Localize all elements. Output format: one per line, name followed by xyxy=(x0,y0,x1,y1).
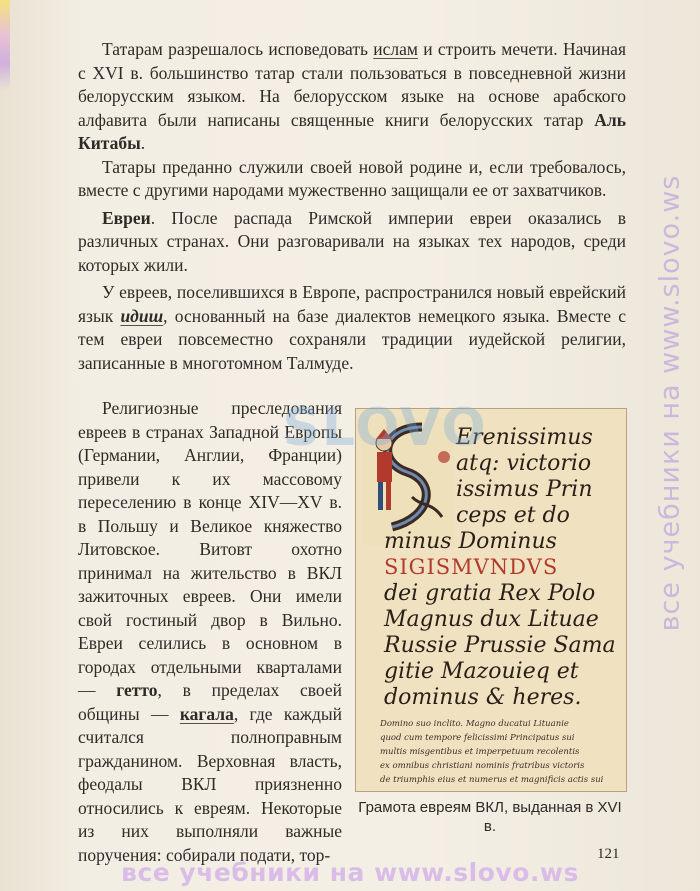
text-fragment: У евреев, поселившихся в Европе, распространился новый еврейский язык xyxy=(78,282,626,326)
manuscript-line: dominus & heres. xyxy=(384,685,582,710)
manuscript-line: atq: victorio xyxy=(456,451,592,476)
text-fragment: , где каждый считался полноправным гражданином. Верховная власть, феодалы ВКЛ приязненно относились к евреям. Некоторые из них выполняли важные поручения: собирали подати, тор- xyxy=(78,703,342,865)
text-fragment: и строить мечети. Начиная с XVI в. большинство татар стали пользоваться в повседневной жизни белорусским языком. На белорусском языке на основе арабского алфавита были написаны священные книги белорусских татар xyxy=(78,39,626,130)
text-fragment: Религиозные преследования евреев в странах Западной Европы (Германии, Англии, Франции) привели к их массовому переселению в конце XIV—XV в. в Польшу и Великое княжество Литовское. Витовт охотно принимал на жительство в ВКЛ зажиточных евреев. Они имели свой гостиный двор в Вильно. Евреи селились в основном в городах отдельными кварталами — xyxy=(78,398,342,700)
term-islam: ислам xyxy=(373,39,418,59)
paragraph-jews-language xyxy=(78,281,626,375)
manuscript-small-line: quod cum tempore felicissimi Principatus sui xyxy=(380,733,575,743)
manuscript-small-line: de triumphis eius et numerus et magnificis actis sui xyxy=(380,775,604,785)
manuscript-line: dei gratia Rex Polo xyxy=(384,581,596,606)
manuscript-line: issimus Prin xyxy=(456,477,593,502)
text-fragment: . После распада Римской империи евреи оказались в различных странах. Они разговаривали на языках тех народов, среди которых жили. xyxy=(78,207,626,275)
paragraph-tatars-religion xyxy=(78,38,626,156)
manuscript-line: Magnus dux Lituae xyxy=(384,607,599,632)
watermark-side-text: все учебники на www.slovo.ws xyxy=(654,174,686,632)
manuscript-rubric-line: SIGISMVNDVS xyxy=(384,555,559,579)
section-heading-jews: Евреи xyxy=(102,207,151,228)
text-fragment: . xyxy=(140,133,146,153)
text-fragment: Татарам разрешалось исповедовать xyxy=(102,39,374,59)
figure-caption: Грамота евреям ВКЛ, выданная в XVI в. xyxy=(358,799,622,835)
manuscript-line: ceps et do xyxy=(456,503,570,528)
paragraph-jews-migration xyxy=(78,397,342,867)
manuscript-small-line: Domino suo inclito. Magno ducatui Lituanie xyxy=(380,719,569,729)
watermark-side xyxy=(640,18,700,788)
manuscript-line: minus Dominus xyxy=(384,529,557,554)
page-edge-decoration xyxy=(0,0,10,90)
manuscript-line: gitie Mazouieq et xyxy=(384,659,579,684)
upper-text-block xyxy=(78,38,626,375)
term-kagala: кагала xyxy=(179,703,234,724)
manuscript-line: Erenissimus xyxy=(456,425,593,450)
term-al-kitaby: Аль Китабы xyxy=(78,109,626,153)
manuscript-text xyxy=(356,409,626,791)
text-fragment: , основанный на базе диалектов немецкого языка. Вместе с тем евреи повсеместно сохраняли традиции иудейской религии, записанные в многотомном Талмуде. xyxy=(78,305,626,373)
narrow-text-column xyxy=(78,397,342,867)
paragraph-jews-intro xyxy=(78,207,626,278)
paragraph-tatars-service: Татары преданно служили своей новой родине и, если требовалось, вместе с другими народами мужественно защищали ее от захватчиков. xyxy=(78,156,626,200)
term-idish: идиш xyxy=(120,305,164,326)
charter-illustration xyxy=(355,408,627,792)
manuscript-line: Russie Prussie Sama xyxy=(384,633,616,658)
watermark-bottom: все учебники на www.slovo.ws xyxy=(121,858,579,887)
text-fragment: , в пределах своей общины — xyxy=(78,680,343,724)
page-number: 121 xyxy=(597,846,620,862)
watermark-center: SLOVO xyxy=(282,398,488,458)
term-getto: гетто xyxy=(116,680,158,700)
manuscript-small-line: multis misgentibus et imperpetuum recolentis xyxy=(380,747,580,757)
manuscript-small-line: ex omnibus christiani nominis fratribus victoris xyxy=(380,761,585,771)
